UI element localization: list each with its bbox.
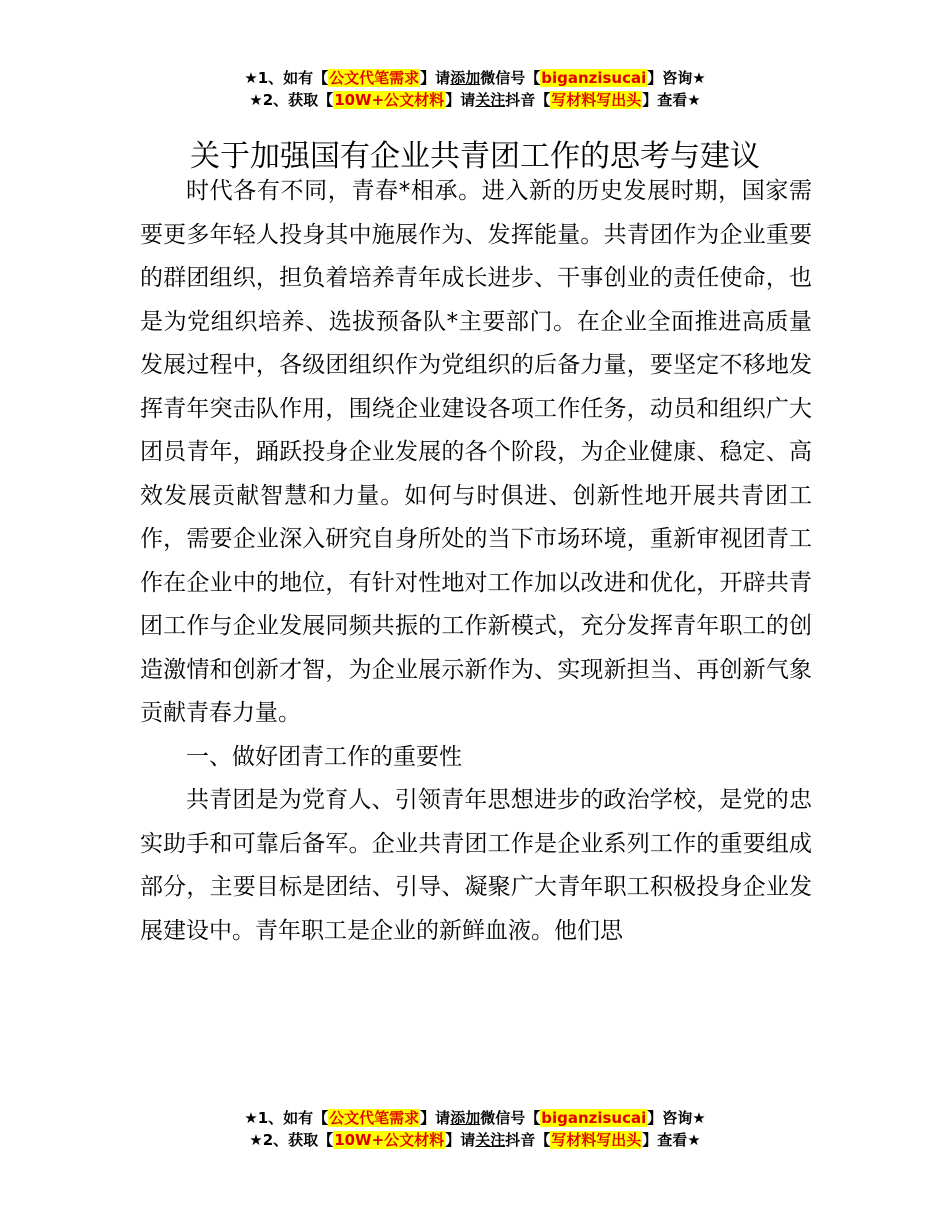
banner-line-1 (0, 1107, 950, 1129)
banner-text: 】请 (445, 1131, 476, 1149)
document-title: 关于加强国有企业共青团工作的思考与建议 (190, 139, 760, 175)
banner-line-2 (0, 89, 950, 111)
banner-text: 】请 (420, 69, 451, 87)
footer-banner (0, 1107, 950, 1151)
banner-text: 微信号【 (480, 69, 541, 87)
banner-underlined: 添加 (450, 69, 481, 87)
paragraph: 时代各有不同，青春*相承。进入新的历史发展时期，国家需要更多年轻人投身其中施展作为、发挥能量。共青团作为企业重要的群团组织，担负着培养青年成长进步、干事创业的责任使命，也是为党组织培养、选拔预备队*主要部门。在企业全面推进高质量发展过程中，各级团组织作为党组织的后备力量，要坚定不移地发挥青年突击队作用，围绕企业建设各项工作任务，动员和组织广大团员青年，踊跃投身企业发展的各个阶段，为企业健康、稳定、高效发展贡献智慧和力量。如何与时俱进、创新性地开展共青团工作，需要企业深入研究自身所处的当下市场环境，重新审视团青工作在企业中的地位，有针对性地对工作加以改进和优化，开辟共青团工作与企业发展同频共振的工作新模式，充分发挥青年职工的创造激情和创新才智，为企业展示新作为、实现新担当、再创新气象贡献青春力量。 (140, 178, 812, 726)
banner-highlight: 公文代笔需求 (329, 1109, 420, 1127)
document-body (140, 170, 812, 953)
banner-highlight: 写材料写出头 (551, 91, 642, 109)
section-heading: 一、做好团青工作的重要性 (186, 743, 462, 770)
paragraph: 共青团是为党育人、引领青年思想进步的政治学校，是党的忠实助手和可靠后备军。企业共青团工作是企业系列工作的重要组成部分，主要目标是团结、引导、凝聚广大青年职工积极投身企业发展建设中。青年职工是企业的新鲜血液。他们思 (140, 787, 812, 944)
banner-text: 】请 (420, 1109, 451, 1127)
banner-text: 微信号【 (480, 1109, 541, 1127)
banner-text: ★2、获取【 (249, 1131, 334, 1149)
banner-line-1 (0, 67, 950, 89)
banner-text: 】查看★ (642, 91, 701, 109)
banner-text: 】咨询★ (647, 1109, 706, 1127)
banner-highlight: 10W+公文材料 (334, 1131, 445, 1149)
banner-text: 抖音【 (505, 91, 551, 109)
banner-text: 】请 (445, 91, 476, 109)
banner-text: 抖音【 (505, 1131, 551, 1149)
banner-text: ★1、如有【 (244, 1109, 329, 1127)
banner-text: ★2、获取【 (249, 91, 334, 109)
header-banner (0, 67, 950, 111)
banner-highlight: 10W+公文材料 (334, 91, 445, 109)
banner-highlight: 写材料写出头 (551, 1131, 642, 1149)
banner-text: 】咨询★ (647, 69, 706, 87)
banner-underlined: 添加 (450, 1109, 481, 1127)
banner-highlight: 公文代笔需求 (329, 69, 420, 87)
banner-line-2 (0, 1129, 950, 1151)
banner-highlight: biganzisucai (541, 69, 647, 87)
banner-text: ★1、如有【 (244, 69, 329, 87)
banner-underlined: 关注 (475, 1131, 506, 1149)
banner-highlight: biganzisucai (541, 1109, 647, 1127)
banner-underlined: 关注 (475, 91, 506, 109)
banner-text: 】查看★ (642, 1131, 701, 1149)
